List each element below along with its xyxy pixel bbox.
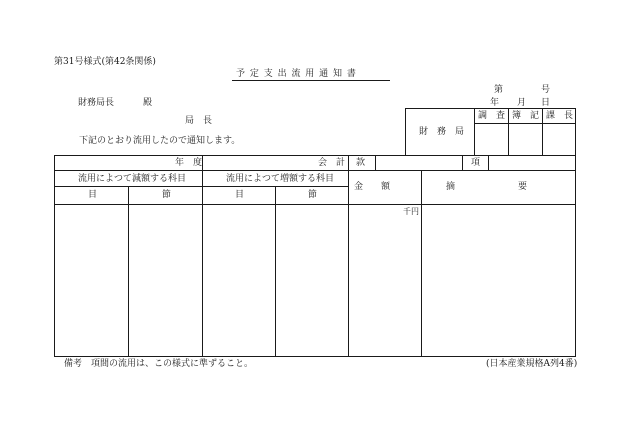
number-go: 号	[541, 85, 551, 95]
footer-note: 備考 項間の流用は、この様式に準ずること。	[64, 359, 254, 369]
col-decrease-setsu: 節	[162, 190, 172, 200]
date-month: 月	[517, 98, 527, 108]
label-kan: 款	[356, 158, 366, 168]
approval-col-kacho: 課 長	[546, 111, 574, 121]
number-dai: 第	[494, 85, 504, 95]
standard-label: (日本産業規格A列4番)	[486, 359, 578, 369]
form-id: 第31号様式(第42条関係)	[54, 57, 156, 67]
approval-office: 財 務 局	[419, 127, 465, 137]
label-kou: 項	[471, 158, 481, 168]
title-underline	[232, 80, 390, 81]
col-decrease-moku: 目	[88, 190, 98, 200]
unit-label: 千円	[403, 207, 419, 216]
addressee-honorific: 殿	[143, 98, 153, 108]
notice-text: 下記のとおり流用したので通知します。	[79, 136, 241, 146]
form-title: 予 定 支 出 流 用 通 知 書	[236, 69, 357, 79]
date-year: 年	[490, 98, 500, 108]
label-year: 年 度	[175, 158, 203, 168]
col-increase-setsu: 節	[308, 190, 318, 200]
date-day: 日	[541, 98, 551, 108]
sender-title: 局 長	[185, 116, 213, 126]
header-increase: 流用によつて増額する科目	[226, 174, 335, 184]
header-decrease: 流用によつて減額する科目	[78, 174, 187, 184]
addressee: 財務局長	[78, 98, 115, 108]
col-increase-moku: 目	[235, 190, 245, 200]
approval-col-boki: 簿 記	[512, 111, 540, 121]
header-amount: 金 額	[354, 182, 391, 192]
label-account: 会 計	[318, 158, 346, 168]
header-remarks: 摘 要	[446, 182, 528, 192]
approval-col-chosa: 調 査	[478, 111, 506, 121]
